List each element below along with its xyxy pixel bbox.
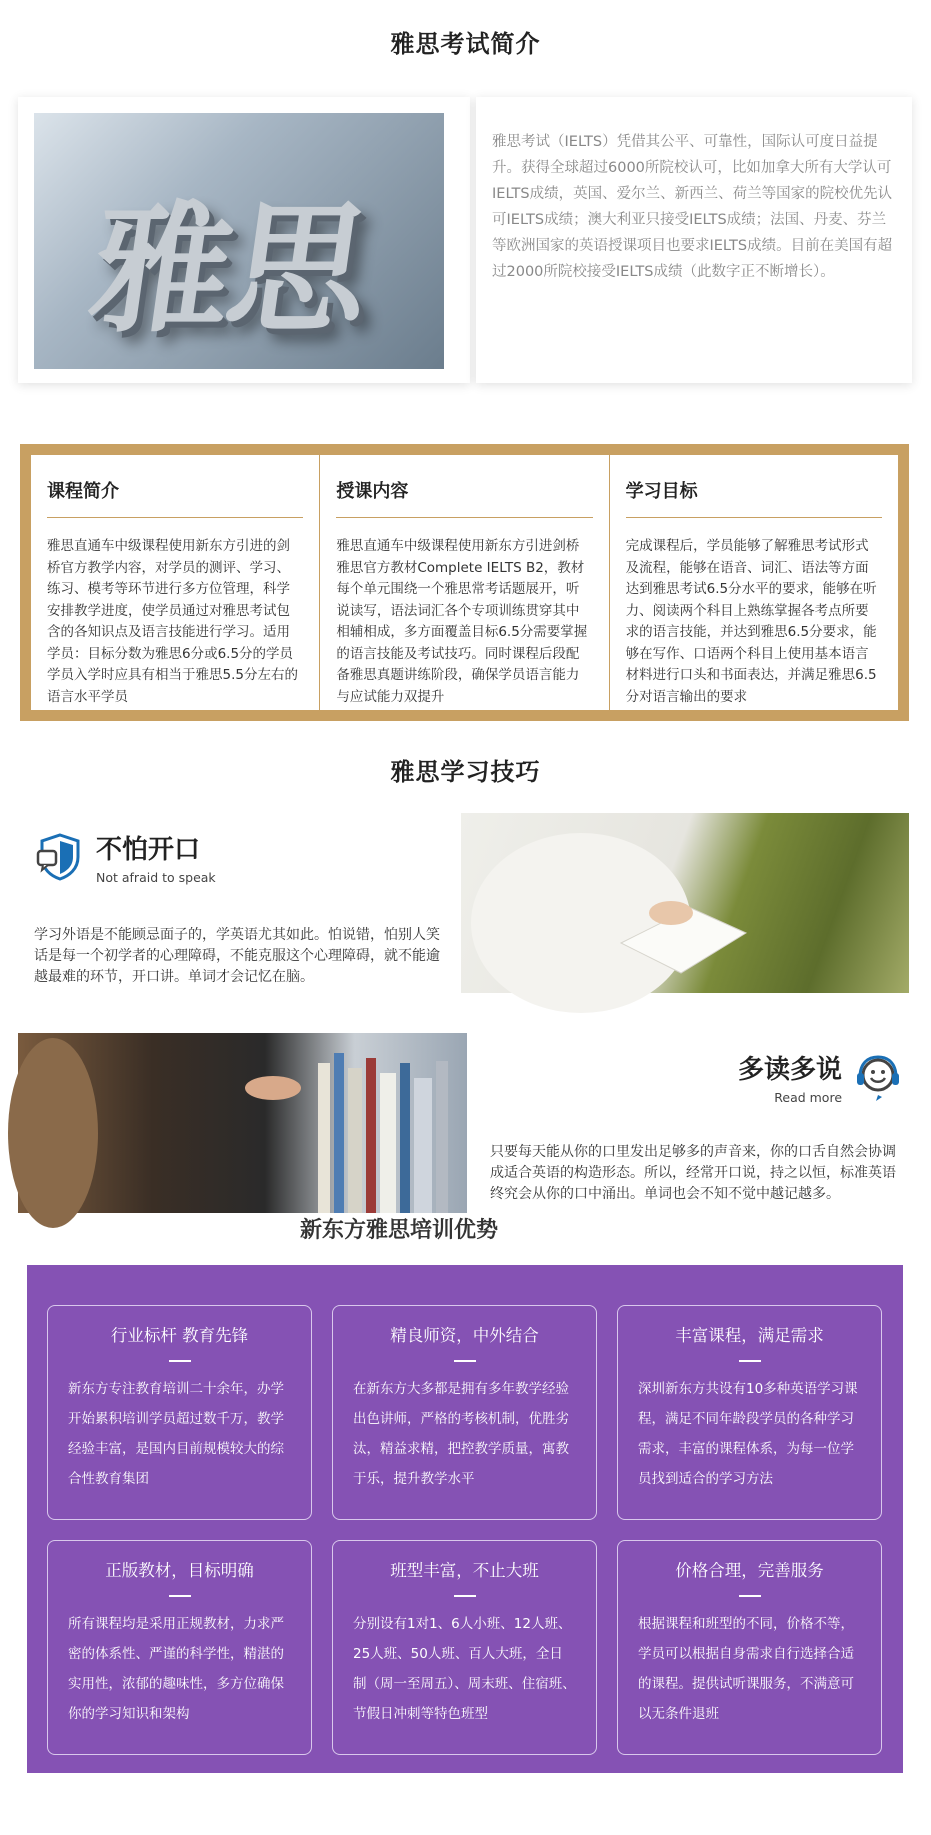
bookshelf-photo (18, 1033, 467, 1213)
tip2-text: 只要每天能从你的口里发出足够多的声音来，你的口舌自然会协调成适合英语的构造形态。所以，经常开口说，持之以恒，标准英语终究会从你的口中涌出。单词也会不知不觉中越记越多。 (490, 1144, 896, 1202)
advantage-title: 价格合理，完善服务 (675, 1561, 824, 1580)
tip2-header (738, 1049, 904, 1105)
advantage-card (47, 1540, 312, 1755)
advantage-text: 新东方专注教育培训二十余年，办学开始累积培训学员超过数千万，教学经验丰富，是国内目前规模较大的综合性教育集团 (68, 1381, 284, 1487)
cropped-heading: 新东方雅思培训优势 (300, 1218, 499, 1243)
divider (454, 1595, 476, 1597)
course-column-title: 授课内容 (336, 477, 592, 518)
advantage-text: 根据课程和班型的不同，价格不等，学员可以根据自身需求自行选择合适的课程。提供试听课服务，不满意可以无条件退班 (638, 1616, 854, 1722)
course-column-content (320, 455, 609, 710)
divider (169, 1595, 191, 1597)
intro-image-card (18, 97, 470, 383)
ielts-logo-image (34, 113, 444, 369)
course-info-frame (20, 444, 909, 721)
reading-photo (461, 813, 909, 993)
advantage-title: 正版教材，目标明确 (105, 1561, 254, 1580)
advantage-text: 分别设有1对1、6人小班、12人班、25人班、50人班、百人大班，全日制（周一至周五）、周末班、住宿班、节假日冲刺等特色班型 (353, 1616, 576, 1722)
tip1-subtitle: Not afraid to speak (96, 870, 216, 885)
advantages-section (27, 1265, 903, 1773)
tip2-title: 多读多说 (738, 1055, 843, 1085)
tip1-title: 不怕开口 (96, 835, 201, 865)
advantage-text: 在新东方大多都是拥有多年教学经验出色讲师，严格的考核机制，优胜劣汰，精益求精，把控教学质量，寓教于乐，提升教学水平 (353, 1381, 569, 1487)
advantage-title: 行业标杆 教育先锋 (110, 1326, 249, 1345)
course-column-intro (31, 455, 320, 710)
advantage-title: 丰富课程，满足需求 (675, 1326, 824, 1345)
shield-chat-icon (34, 831, 86, 883)
tip1-text: 学习外语是不能顾忌面子的，学英语尤其如此。怕说错，怕别人笑话是每一个初学者的心理障碍，不能克服这个心理障碍，就不能逾越最难的环节，开口讲。单词才会记忆在脑。 (34, 927, 440, 985)
tip1-header (34, 829, 216, 885)
course-column-goals (610, 455, 898, 710)
divider (169, 1360, 191, 1362)
course-column-title: 课程简介 (47, 477, 303, 518)
ielts-logo-text: 雅思 (80, 188, 376, 352)
divider (739, 1360, 761, 1362)
advantage-card (617, 1305, 882, 1520)
advantage-title: 班型丰富，不止大班 (390, 1561, 539, 1580)
course-column-text: 完成课程后，学员能够了解雅思考试形式及流程，能够在语音、词汇、语法等方面达到雅思考试6.5分水平的要求，能够在听力、阅读两个科目上熟练掌握各考点所要求的语言技能，并达到雅思6.5分要求，能够在写作、口语两个科目上使用基本语言材料进行口头和书面表达，并满足雅思6.5分对语言输出的要求 (625, 538, 877, 705)
intro-paragraph: 雅思考试（IELTS）凭借其公平、可靠性，国际认可度日益提升。获得全球超过6000所院校认可，比如加拿大所有大学认可IELTS成绩，英国、爱尔兰、新西兰、荷兰等国家的院校优先认可IELTS成绩；澳大利亚只接受IELTS成绩；法国、丹麦、芬兰等欧洲国家的英语授课项目也要求IELTS成绩。目前在美国有超过2000所院校接受IELTS成绩（此数字正不断增长）。 (492, 134, 893, 280)
headset-smile-icon (852, 1051, 904, 1103)
advantage-text: 所有课程均是采用正规教材，力求严密的体系性、严谨的科学性，精湛的实用性，浓郁的趣味性，多方位确保你的学习知识和架构 (68, 1616, 284, 1722)
divider (454, 1360, 476, 1362)
advantage-card (47, 1305, 312, 1520)
tips-title: 雅思学习技巧 (390, 758, 541, 786)
tip2-subtitle: Read more (774, 1090, 843, 1105)
course-column-title: 学习目标 (626, 477, 882, 518)
course-column-text: 雅思直通车中级课程使用新东方引进的剑桥官方教学内容，对学员的测评、学习、练习、模考等环节进行多方位管理，科学安排教学进度，使学员通过对雅思考试包含的各知识点及语言技能进行学习。适用学员：目标分数为雅思6分或6.5分的学员学员入学时应具有相当于雅思5.5分左右的语言水平学员 (47, 538, 298, 705)
advantage-text: 深圳新东方共设有10多种英语学习课程，满足不同年龄段学员的各种学习需求，丰富的课程体系，为每一位学员找到适合的学习方法 (638, 1381, 858, 1487)
advantage-card (617, 1540, 882, 1755)
advantage-card (332, 1540, 597, 1755)
intro-text-card (476, 97, 912, 383)
intro-title: 雅思考试简介 (390, 30, 541, 58)
course-column-text: 雅思直通车中级课程使用新东方引进剑桥雅思官方教材Complete IELTS B2，教材每个单元围绕一个雅思常考话题展开，听说读写，语法词汇各个专项训练贯穿其中相辅相成，多方面覆盖目标6.5分需要掌握的语言技能及考试技巧。同时课程后段配备雅思真题讲练阶段，确保学员语言能力与应试能力双提升 (336, 538, 588, 705)
divider (739, 1595, 761, 1597)
advantage-card (332, 1305, 597, 1520)
advantage-title: 精良师资，中外结合 (390, 1326, 539, 1345)
